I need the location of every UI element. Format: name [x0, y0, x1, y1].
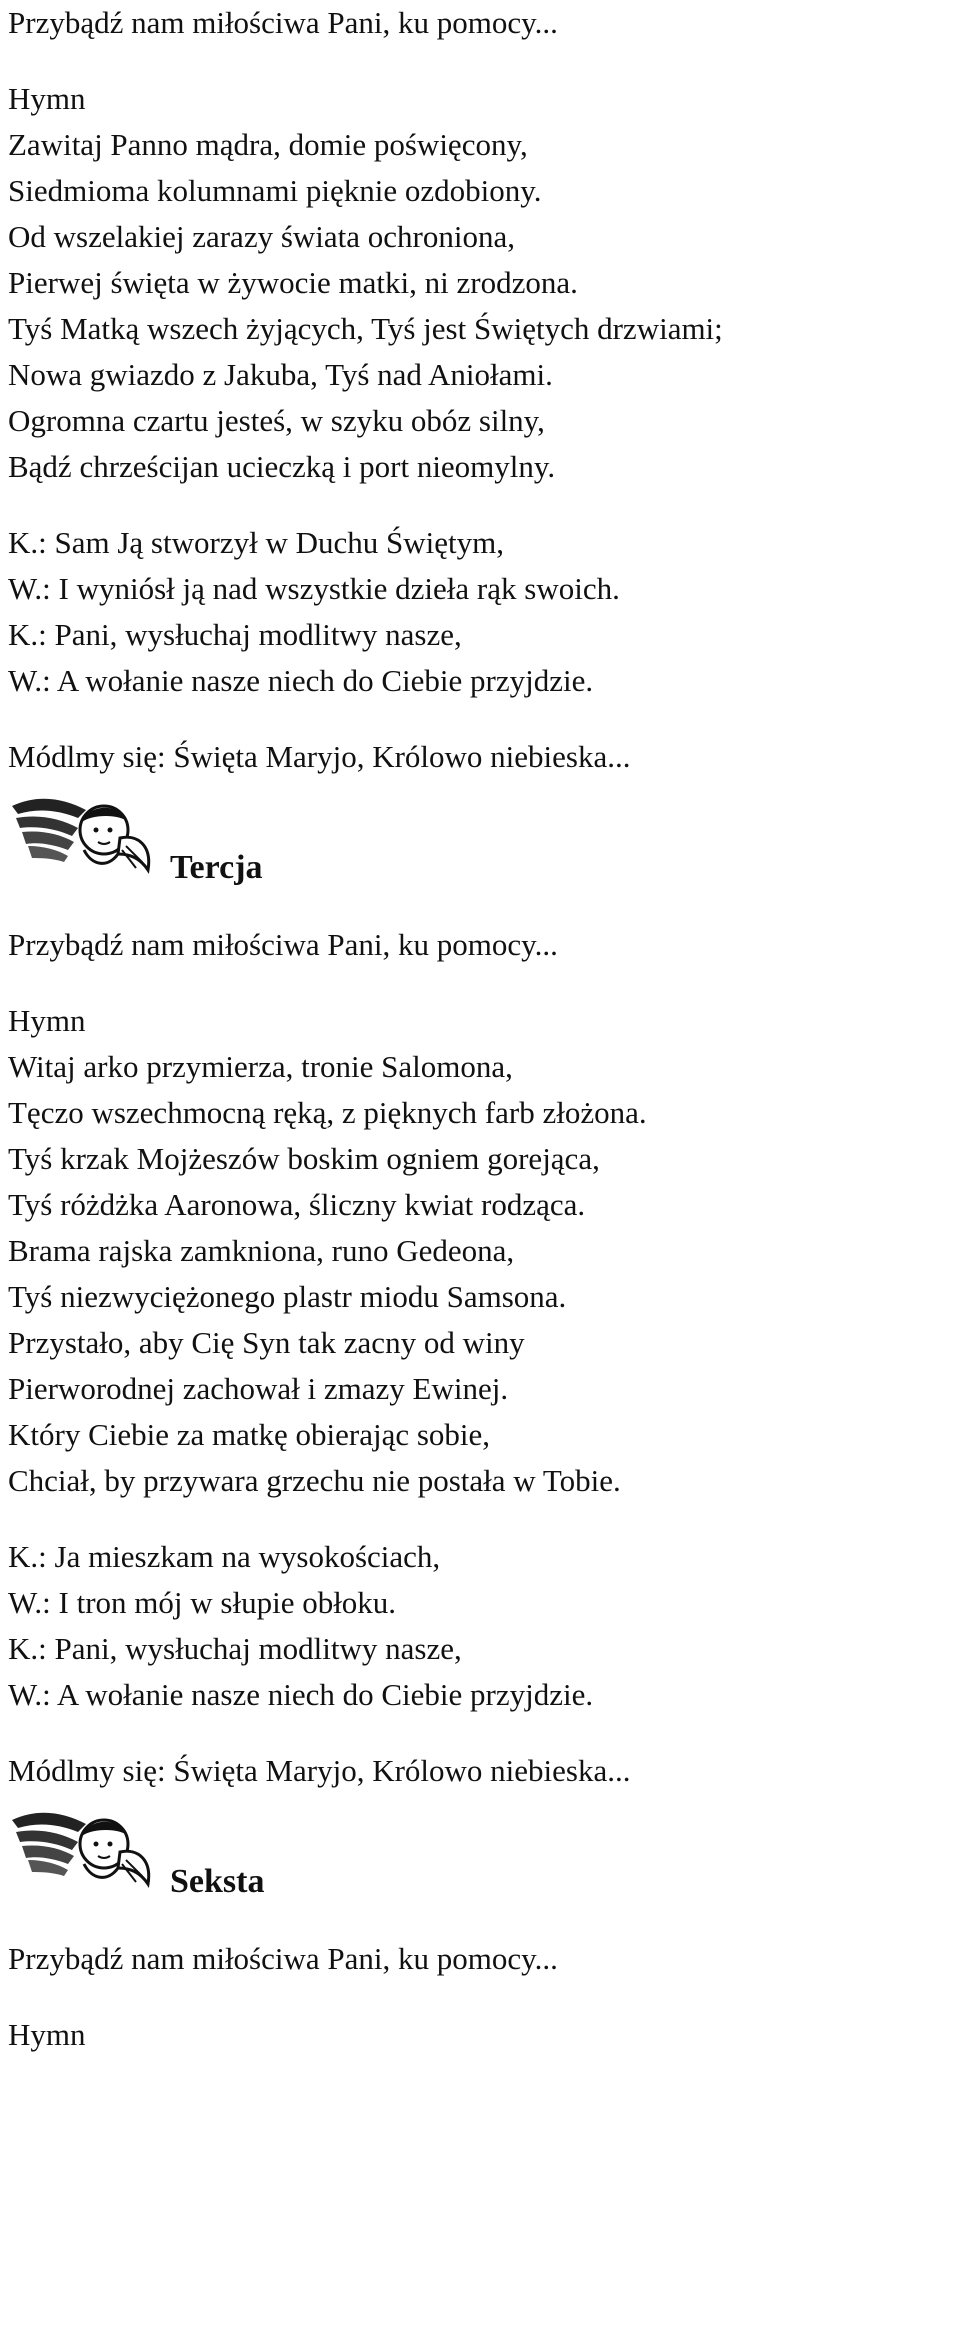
- invocation: Przybądź nam miłościwa Pani, ku pomocy...: [8, 927, 558, 962]
- hymn-line: Zawitaj Panno mądra, domie poświęcony,: [8, 127, 528, 162]
- versicle: K.: Ja mieszkam na wysokościach,: [8, 1539, 441, 1574]
- hymn-label: Hymn: [8, 1003, 86, 1038]
- section-title-seksta: Seksta: [170, 1863, 265, 1900]
- hymn-label: Hymn: [8, 81, 86, 116]
- cherub-icon: [8, 788, 158, 903]
- cherub-icon: [8, 1802, 158, 1917]
- hymn-line: Brama rajska zamkniona, runo Gedeona,: [8, 1233, 515, 1268]
- hymn-line: Tyś Matką wszech żyjących, Tyś jest Świętych drzwiami;: [8, 311, 723, 346]
- hymn-line: Pierworodnej zachował i zmazy Ewinej.: [8, 1371, 509, 1406]
- versicle: K.: Pani, wysłuchaj modlitwy nasze,: [8, 617, 462, 652]
- hymn-line: Nowa gwiazdo z Jakuba, Tyś nad Aniołami.: [8, 357, 553, 392]
- hymn-line: Tyś niezwyciężonego plastr miodu Samsona.: [8, 1279, 567, 1314]
- prayer: Módlmy się: Święta Maryjo, Królowo niebieska...: [8, 1753, 631, 1788]
- hymn-label: Hymn: [8, 2017, 86, 2052]
- hymn-line: Który Ciebie za matkę obierając sobie,: [8, 1417, 491, 1452]
- section-title-tercja: Tercja: [170, 849, 263, 886]
- versicle: W.: I tron mój w słupie obłoku.: [8, 1585, 397, 1620]
- section-header-tercja: [8, 788, 952, 908]
- hymn-line: Tyś krzak Mojżeszów boskim ogniem gorejąca,: [8, 1141, 600, 1176]
- hymn-line: Przystało, aby Cię Syn tak zacny od winy: [8, 1325, 525, 1360]
- hymn-line: Tyś różdżka Aaronowa, śliczny kwiat rodząca.: [8, 1187, 586, 1222]
- prayer: Módlmy się: Święta Maryjo, Królowo niebieska...: [8, 739, 631, 774]
- versicle: K.: Pani, wysłuchaj modlitwy nasze,: [8, 1631, 462, 1666]
- invocation: Przybądź nam miłościwa Pani, ku pomocy...: [8, 5, 558, 40]
- hymn-line: Bądź chrześcijan ucieczką i port nieomylny.: [8, 449, 556, 484]
- invocation: Przybądź nam miłościwa Pani, ku pomocy...: [8, 1941, 558, 1976]
- hymn-line: Chciał, by przywara grzechu nie postała w Tobie.: [8, 1463, 621, 1498]
- versicle: W.: A wołanie nasze niech do Ciebie przyjdzie.: [8, 663, 594, 698]
- versicle: K.: Sam Ją stworzył w Duchu Świętym,: [8, 525, 504, 560]
- hymn-line: Tęczo wszechmocną ręką, z pięknych farb złożona.: [8, 1095, 647, 1130]
- hymn-line: Pierwej święta w żywocie matki, ni zrodzona.: [8, 265, 578, 300]
- versicle: W.: I wyniósł ją nad wszystkie dzieła rąk swoich.: [8, 571, 620, 606]
- hymn-line: Od wszelakiej zarazy świata ochroniona,: [8, 219, 515, 254]
- hymn-line: Siedmioma kolumnami pięknie ozdobiony.: [8, 173, 542, 208]
- hymn-line: Ogromna czartu jesteś, w szyku obóz silny,: [8, 403, 545, 438]
- versicle: W.: A wołanie nasze niech do Ciebie przyjdzie.: [8, 1677, 594, 1712]
- hymn-line: Witaj arko przymierza, tronie Salomona,: [8, 1049, 513, 1084]
- section-header-seksta: [8, 1802, 952, 1922]
